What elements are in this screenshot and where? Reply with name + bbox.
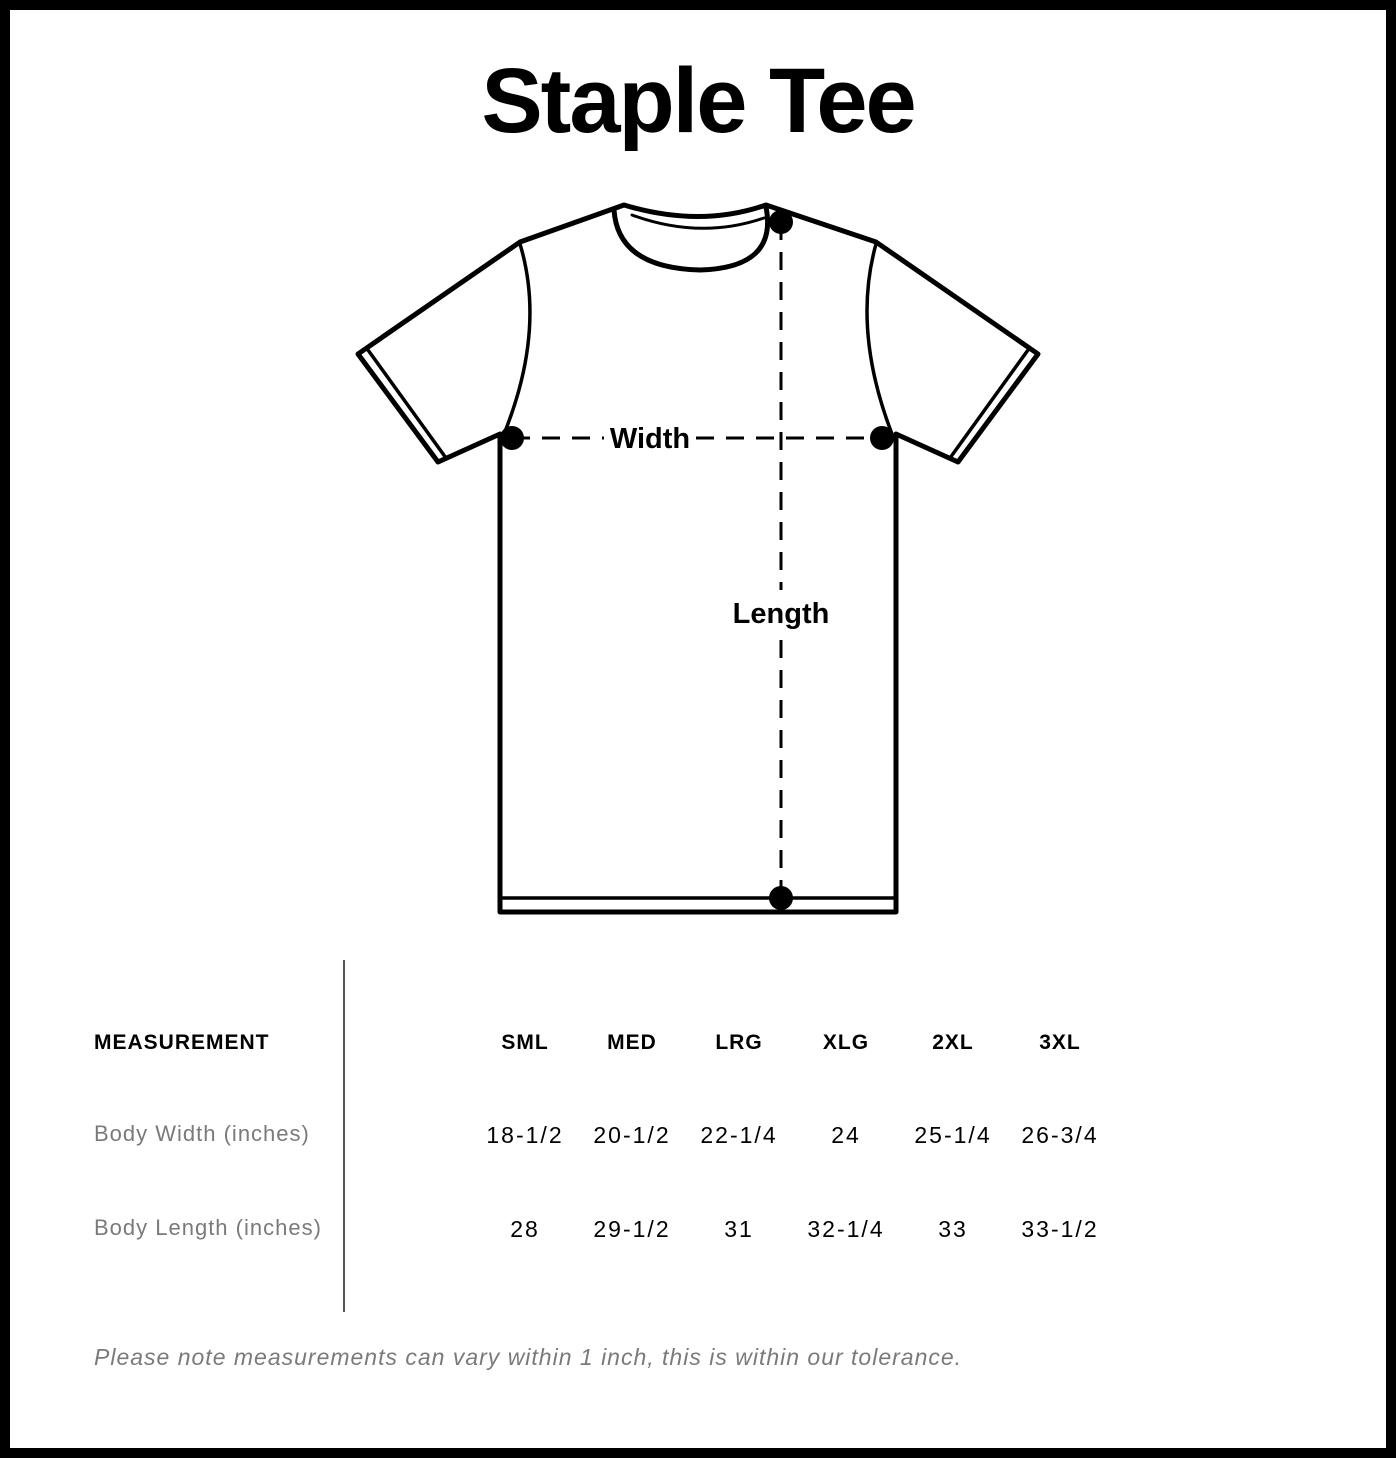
table-cell: 29-1/2 (593, 1216, 671, 1242)
row-label-body-length: Body Length (inches) (94, 1215, 322, 1240)
tolerance-note: Please note measurements can vary within 1 inch, this is within our tolerance. (94, 1344, 963, 1370)
width-label: Width (609, 423, 691, 455)
table-cell: 33 (938, 1216, 968, 1242)
size-header: 3XL (1039, 1031, 1081, 1054)
table-cell: 28 (510, 1216, 540, 1242)
measurement-header: MEASUREMENT (94, 1031, 270, 1054)
table-cell: 26-3/4 (1021, 1122, 1099, 1148)
size-header: SML (501, 1031, 549, 1054)
size-header: 2XL (932, 1031, 974, 1054)
table-cell: 22-1/4 (700, 1122, 778, 1148)
page-title: Staple Tee (481, 50, 915, 152)
length-label: Length (732, 598, 830, 630)
table-cell: 25-1/4 (914, 1122, 992, 1148)
table-cell: 32-1/4 (807, 1216, 885, 1242)
size-header: MED (607, 1031, 657, 1054)
table-cell: 31 (724, 1216, 754, 1242)
table-cell: 33-1/2 (1021, 1216, 1099, 1242)
table-cell: 20-1/2 (593, 1122, 671, 1148)
size-header: XLG (822, 1031, 870, 1054)
size-header: LRG (715, 1031, 763, 1054)
table-divider (343, 960, 345, 1312)
table-cell: 18-1/2 (486, 1122, 564, 1148)
table-cell: 24 (831, 1122, 861, 1148)
tshirt-outline (358, 205, 1038, 912)
row-label-body-width: Body Width (inches) (94, 1121, 310, 1146)
